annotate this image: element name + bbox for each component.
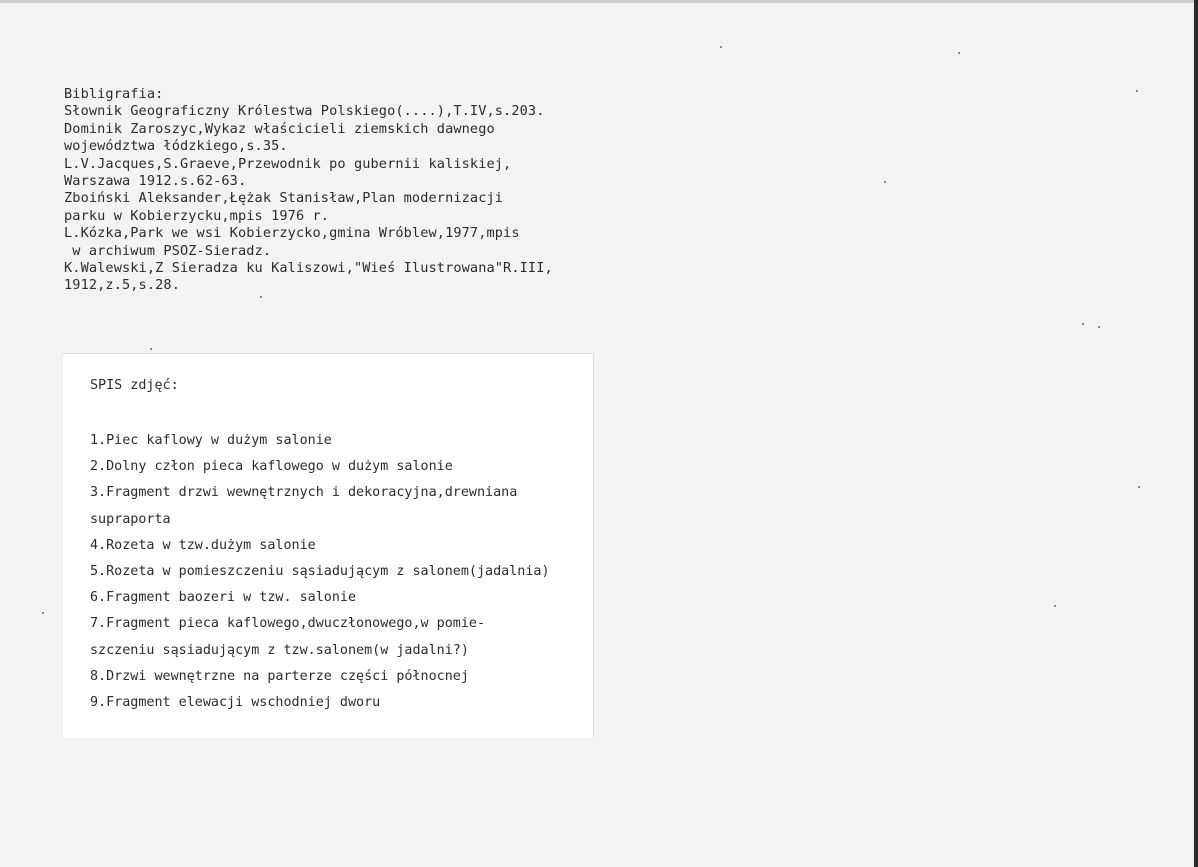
photo-list-item: 2.Dolny człon pieca kaflowego w dużym salonie [90, 459, 453, 475]
bibliography-section [64, 86, 624, 295]
scan-speck [1054, 605, 1056, 607]
bibliography-line: parku w Kobierzycku,mpis 1976 r. [64, 207, 330, 224]
bibliography-line: w archiwum PSOZ-Sieradz. [64, 242, 272, 259]
photo-list-item: 3.Fragment drzwi wewnętrznych i dekoracyjna,drewniana [90, 485, 518, 501]
scan-speck [884, 181, 886, 183]
photo-list-item: 7.Fragment pieca kaflowego,dwuczłonowego,w pomie- [90, 616, 486, 632]
scan-top-edge [0, 0, 1198, 3]
photo-list-item: 4.Rozeta w tzw.dużym salonie [90, 537, 316, 553]
photo-list-item: 5.Rozeta w pomieszczeniu sąsiadującym z salonem(jadalnia) [90, 564, 550, 580]
scan-speck [1098, 326, 1100, 328]
photo-list-heading: SPIS zdjęć: [90, 378, 179, 393]
bibliography-line: Zboiński Aleksander,Łężak Stanisław,Plan modernizacji [64, 190, 504, 207]
bibliography-heading: Bibligrafia: [64, 86, 164, 102]
photo-list-item: 6.Fragment baozeri w tzw. salonie [90, 590, 357, 606]
scan-speck [1138, 486, 1140, 488]
photo-list-section [90, 376, 590, 716]
bibliography-line: Warszawa 1912.s.62-63. [64, 173, 247, 190]
bibliography-line: L.Kózka,Park we wsi Kobierzycko,gmina Wróblew,1977,mpis [64, 225, 520, 242]
scan-speck [260, 296, 262, 298]
photo-list-item: 9.Fragment elewacji wschodniej dworu [90, 695, 381, 711]
bibliography-line: województwa łódzkiego,s.35. [64, 138, 288, 155]
scan-speck [958, 52, 960, 54]
bibliography-line: Słownik Geograficzny Królestwa Polskiego(....),T.IV,s.203. [64, 103, 545, 120]
scan-speck [150, 348, 152, 350]
bibliography-line: Dominik Zaroszyc,Wykaz właścicieli ziemskich dawnego [64, 120, 495, 137]
scan-speck [42, 612, 44, 614]
scan-speck [1136, 90, 1138, 92]
photo-list-item: 8.Drzwi wewnętrzne na parterze części północnej [90, 668, 469, 684]
bibliography-line: 1912,z.5,s.28. [64, 277, 180, 294]
scan-right-edge [1194, 0, 1198, 867]
bibliography-line: L.V.Jacques,S.Graeve,Przewodnik po gubernii kaliskiej, [64, 155, 512, 172]
photo-list-item: supraporta [90, 511, 171, 527]
bibliography-line: K.Walewski,Z Sieradza ku Kaliszowi,"Wieś Ilustrowana"R.III, [64, 260, 553, 277]
scan-speck [1082, 323, 1084, 325]
photo-list-item: szczeniu sąsiadującym z tzw.salonem(w jadalni?) [90, 642, 469, 658]
scan-speck [720, 46, 722, 48]
photo-list-item: 1.Piec kaflowy w dużym salonie [90, 433, 332, 448]
